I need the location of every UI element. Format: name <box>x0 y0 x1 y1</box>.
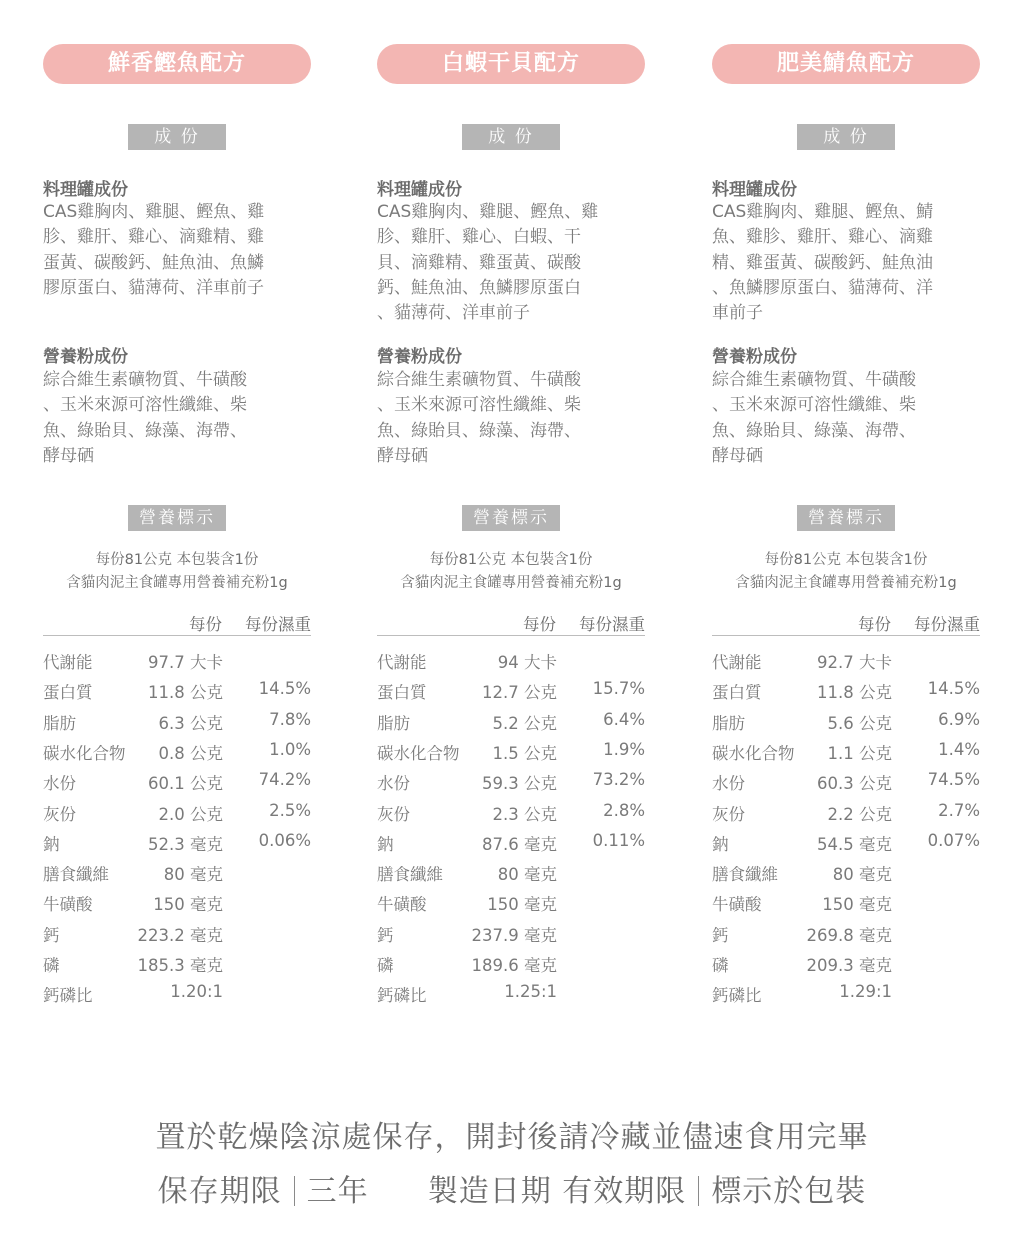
nutrient-value: 150 毫克 <box>822 895 892 915</box>
nutrition-row <box>712 952 980 982</box>
text-line: 、貓薄荷、洋車前子 <box>377 303 530 324</box>
nutrient-name: 鈣磷比 <box>712 986 762 1006</box>
serving-note: 含貓肉泥主食罐專用營養補充粉1g <box>735 575 957 591</box>
text-line: 精、雞蛋黃、碳酸鈣、鮭魚油 <box>712 252 933 273</box>
nutrient-percent: 1.9% <box>603 739 645 759</box>
powder-ingredients-text <box>377 368 645 469</box>
ingredients-label: 成 份 <box>797 124 895 150</box>
serving-info: 每份81公克 本包裝含1份 <box>764 552 928 568</box>
nutrient-name: 蛋白質 <box>377 683 427 703</box>
nutrient-name: 脂肪 <box>43 713 76 733</box>
header-per-serving: 每份 <box>858 615 891 634</box>
nutrient-value: 11.8 公克 <box>148 683 223 703</box>
text-line: 、魚鱗膠原蛋白、貓薄荷、洋 <box>712 277 933 298</box>
nutrition-row <box>377 801 645 831</box>
nutrition-row <box>43 649 311 679</box>
text-line: 魚、綠貽貝、綠藻、海帶、 <box>377 420 581 441</box>
powder-ingredients-heading: 營養粉成份 <box>377 347 462 367</box>
nutrient-name: 鈣 <box>712 925 729 945</box>
nutrition-row <box>712 891 980 921</box>
nutrition-row <box>43 770 311 800</box>
nutrition-row <box>712 922 980 952</box>
nutrient-value: 92.7 大卡 <box>817 653 892 672</box>
nutrition-label: 營養標示 <box>797 505 895 531</box>
divider <box>294 1176 295 1206</box>
nutrient-name: 代謝能 <box>712 653 762 672</box>
nutrition-row <box>43 891 311 921</box>
storage-note: 置於乾燥陰涼處保存，開封後請冷藏並儘速食用完畢 <box>155 1120 869 1155</box>
text-line: 膠原蛋白、貓薄荷、洋車前子 <box>43 277 264 298</box>
nutrient-name: 碳水化合物 <box>712 743 795 763</box>
nutrition-row <box>43 831 311 861</box>
nutrition-row <box>43 679 311 709</box>
nutrient-name: 水份 <box>712 774 745 794</box>
nutrition-row <box>377 770 645 800</box>
nutrient-value: 2.0 公克 <box>158 804 223 824</box>
nutrient-percent: 0.06% <box>258 830 311 850</box>
nutrition-row <box>712 861 980 891</box>
nutrient-value: 5.6 公克 <box>827 713 892 733</box>
nutrition-row <box>712 801 980 831</box>
nutrient-value: 59.3 公克 <box>482 774 557 794</box>
nutrient-value: 87.6 毫克 <box>482 834 557 854</box>
nutrient-name: 鈣 <box>43 925 60 945</box>
nutrient-name: 磷 <box>377 956 394 975</box>
nutrient-name: 磷 <box>712 956 729 975</box>
text-line: 胗、雞肝、雞心、白蝦、干 <box>377 227 581 248</box>
dates-label: 製造日期 有效期限 <box>427 1174 687 1209</box>
nutrient-value: 185.3 毫克 <box>137 956 223 975</box>
nutrient-percent: 1.0% <box>269 739 311 759</box>
nutrient-percent: 6.9% <box>938 709 980 729</box>
text-line: CAS雞胸肉、雞腿、鰹魚、雞 <box>377 202 599 222</box>
nutrient-value: 12.7 公克 <box>482 683 557 703</box>
text-line: 、玉米來源可溶性纖維、柴 <box>377 395 581 416</box>
shelf-life-label: 保存期限 <box>157 1174 282 1209</box>
text-line: 魚、綠貽貝、綠藻、海帶、 <box>712 420 916 441</box>
nutrient-percent: 7.8% <box>269 709 311 729</box>
nutrient-name: 蛋白質 <box>43 683 93 703</box>
nutrient-name: 牛磺酸 <box>43 895 93 915</box>
nutrient-name: 鈣 <box>377 925 394 945</box>
text-line: 綜合維生素礦物質、牛磺酸 <box>43 370 247 390</box>
can-ingredients-heading: 料理罐成份 <box>712 180 797 200</box>
nutrition-row <box>377 740 645 770</box>
text-line: 、玉米來源可溶性纖維、柴 <box>712 395 916 416</box>
can-ingredients-text <box>377 200 645 326</box>
nutrient-value: 0.8 公克 <box>158 743 223 763</box>
nutrient-percent: 14.5% <box>258 679 311 699</box>
nutrient-value: 150 毫克 <box>487 895 557 915</box>
nutrition-row <box>377 922 645 952</box>
header-per-wet-weight: 每份濕重 <box>245 615 311 634</box>
nutrition-row <box>712 679 980 709</box>
nutrient-value: 269.8 毫克 <box>806 925 892 945</box>
nutrient-name: 膳食纖維 <box>377 865 443 885</box>
nutrient-value: 209.3 毫克 <box>806 956 892 975</box>
text-line: 魚、綠貽貝、綠藻、海帶、 <box>43 420 247 441</box>
text-line: 蛋黃、碳酸鈣、鮭魚油、魚鱗 <box>43 252 264 273</box>
nutrition-row <box>377 861 645 891</box>
nutrient-name: 灰份 <box>377 804 410 824</box>
text-line: 鈣、鮭魚油、魚鱗膠原蛋白 <box>377 277 581 298</box>
nutrient-value: 1.20:1 <box>170 982 223 1002</box>
nutrient-name: 鈉 <box>712 834 729 854</box>
text-line: 車前子 <box>712 303 763 324</box>
product-title: 肥美鯖魚配方 <box>712 44 980 84</box>
nutrient-value: 11.8 公克 <box>817 683 892 703</box>
nutrient-name: 碳水化合物 <box>43 743 126 763</box>
nutrition-table-header <box>43 608 311 636</box>
nutrition-row <box>712 770 980 800</box>
serving-note: 含貓肉泥主食罐專用營養補充粉1g <box>400 575 622 591</box>
header-per-serving: 每份 <box>523 615 556 634</box>
nutrient-value: 2.2 公克 <box>827 804 892 824</box>
nutrient-name: 牛磺酸 <box>377 895 427 915</box>
divider <box>698 1176 699 1206</box>
nutrient-value: 1.25:1 <box>504 982 557 1002</box>
nutrient-name: 鈣磷比 <box>377 986 427 1006</box>
nutrient-percent: 6.4% <box>603 709 645 729</box>
nutrient-value: 80 毫克 <box>497 865 557 885</box>
nutrient-name: 磷 <box>43 956 60 975</box>
nutrition-row <box>43 952 311 982</box>
nutrition-row <box>377 679 645 709</box>
nutrient-name: 脂肪 <box>712 713 745 733</box>
nutrient-value: 223.2 毫克 <box>137 925 223 945</box>
nutrient-name: 碳水化合物 <box>377 743 460 763</box>
nutrient-value: 1.1 公克 <box>827 743 892 763</box>
nutrition-label: 營養標示 <box>462 505 560 531</box>
nutrient-percent: 74.2% <box>258 770 311 790</box>
shelf-life-line <box>0 1166 1024 1210</box>
nutrient-name: 代謝能 <box>43 653 93 672</box>
nutrient-value: 54.5 毫克 <box>817 834 892 854</box>
nutrition-row <box>43 861 311 891</box>
header-per-serving: 每份 <box>189 615 222 634</box>
nutrition-row <box>43 740 311 770</box>
serving-info: 每份81公克 本包裝含1份 <box>95 552 259 568</box>
nutrition-table-header <box>712 608 980 636</box>
nutrient-value: 52.3 毫克 <box>148 834 223 854</box>
nutrient-name: 灰份 <box>712 804 745 824</box>
text-line: 胗、雞肝、雞心、滴雞精、雞 <box>43 227 264 248</box>
nutrient-percent: 2.8% <box>603 800 645 820</box>
nutrient-percent: 1.4% <box>938 739 980 759</box>
product-title: 鮮香鰹魚配方 <box>43 44 311 84</box>
nutrient-name: 代謝能 <box>377 653 427 672</box>
text-line: 酵母硒 <box>377 445 428 466</box>
nutrition-row <box>712 831 980 861</box>
nutrition-row <box>712 649 980 679</box>
nutrition-row <box>43 801 311 831</box>
can-ingredients-text <box>43 200 311 301</box>
header-per-wet-weight: 每份濕重 <box>579 615 645 634</box>
nutrient-name: 鈉 <box>43 834 60 854</box>
nutrition-row <box>712 740 980 770</box>
nutrition-table-header <box>377 608 645 636</box>
powder-ingredients-text <box>43 368 311 469</box>
nutrient-value: 150 毫克 <box>153 895 223 915</box>
powder-ingredients-text <box>712 368 980 469</box>
can-ingredients-text <box>712 200 980 326</box>
nutrient-percent: 0.07% <box>927 830 980 850</box>
nutrient-name: 脂肪 <box>377 713 410 733</box>
nutrition-row <box>712 982 980 1012</box>
nutrient-value: 60.3 公克 <box>817 774 892 794</box>
nutrient-value: 2.3 公克 <box>492 804 557 824</box>
nutrient-value: 80 毫克 <box>832 865 892 885</box>
nutrient-percent: 15.7% <box>592 679 645 699</box>
text-line: 魚、雞胗、雞肝、雞心、滴雞 <box>712 227 933 248</box>
nutrition-row <box>377 649 645 679</box>
nutrient-percent: 2.7% <box>938 800 980 820</box>
nutrient-name: 鈉 <box>377 834 394 854</box>
nutrient-name: 膳食纖維 <box>712 865 778 885</box>
nutrient-value: 189.6 毫克 <box>471 956 557 975</box>
text-line: 綜合維生素礦物質、牛磺酸 <box>377 370 581 390</box>
nutrient-percent: 0.11% <box>592 830 645 850</box>
nutrition-row <box>43 922 311 952</box>
nutrient-percent: 14.5% <box>927 679 980 699</box>
text-line: 、玉米來源可溶性纖維、柴 <box>43 395 247 416</box>
text-line: 綜合維生素礦物質、牛磺酸 <box>712 370 916 390</box>
product-title: 白蝦干貝配方 <box>377 44 645 84</box>
nutrient-percent: 2.5% <box>269 800 311 820</box>
nutrition-row <box>377 831 645 861</box>
nutrient-value: 1.29:1 <box>839 982 892 1002</box>
nutrient-name: 灰份 <box>43 804 76 824</box>
nutrient-value: 97.7 大卡 <box>148 653 223 672</box>
nutrient-value: 237.9 毫克 <box>471 925 557 945</box>
nutrition-row <box>43 710 311 740</box>
serving-note: 含貓肉泥主食罐專用營養補充粉1g <box>66 575 288 591</box>
can-ingredients-heading: 料理罐成份 <box>43 180 128 200</box>
can-ingredients-heading: 料理罐成份 <box>377 180 462 200</box>
nutrient-value: 1.5 公克 <box>492 743 557 763</box>
nutrient-value: 94 大卡 <box>497 653 557 672</box>
serving-info: 每份81公克 本包裝含1份 <box>429 552 593 568</box>
text-line: 酵母硒 <box>712 445 763 466</box>
header-per-wet-weight: 每份濕重 <box>914 615 980 634</box>
nutrition-label: 營養標示 <box>128 505 226 531</box>
nutrition-row <box>377 710 645 740</box>
nutrition-row <box>377 891 645 921</box>
text-line: CAS雞胸肉、雞腿、鰹魚、雞 <box>43 202 265 222</box>
nutrient-name: 水份 <box>377 774 410 794</box>
powder-ingredients-heading: 營養粉成份 <box>712 347 797 367</box>
nutrient-value: 60.1 公克 <box>148 774 223 794</box>
nutrient-percent: 73.2% <box>592 770 645 790</box>
nutrient-name: 水份 <box>43 774 76 794</box>
nutrition-row <box>377 952 645 982</box>
nutrition-row <box>712 710 980 740</box>
ingredients-label: 成 份 <box>462 124 560 150</box>
ingredients-label: 成 份 <box>128 124 226 150</box>
nutrition-row <box>43 982 311 1012</box>
nutrient-percent: 74.5% <box>927 770 980 790</box>
text-line: CAS雞胸肉、雞腿、鰹魚、鯖 <box>712 202 934 222</box>
text-line: 酵母硒 <box>43 445 94 466</box>
nutrient-name: 膳食纖維 <box>43 865 109 885</box>
dates-value: 標示於包裝 <box>711 1174 867 1209</box>
text-line: 貝、滴雞精、雞蛋黃、碳酸 <box>377 252 581 273</box>
shelf-life-value: 三年 <box>306 1174 369 1209</box>
nutrient-value: 5.2 公克 <box>492 713 557 733</box>
nutrient-name: 鈣磷比 <box>43 986 93 1006</box>
nutrient-name: 蛋白質 <box>712 683 762 703</box>
powder-ingredients-heading: 營養粉成份 <box>43 347 128 367</box>
nutrition-row <box>377 982 645 1012</box>
nutrient-name: 牛磺酸 <box>712 895 762 915</box>
nutrient-value: 80 毫克 <box>163 865 223 885</box>
nutrient-value: 6.3 公克 <box>158 713 223 733</box>
